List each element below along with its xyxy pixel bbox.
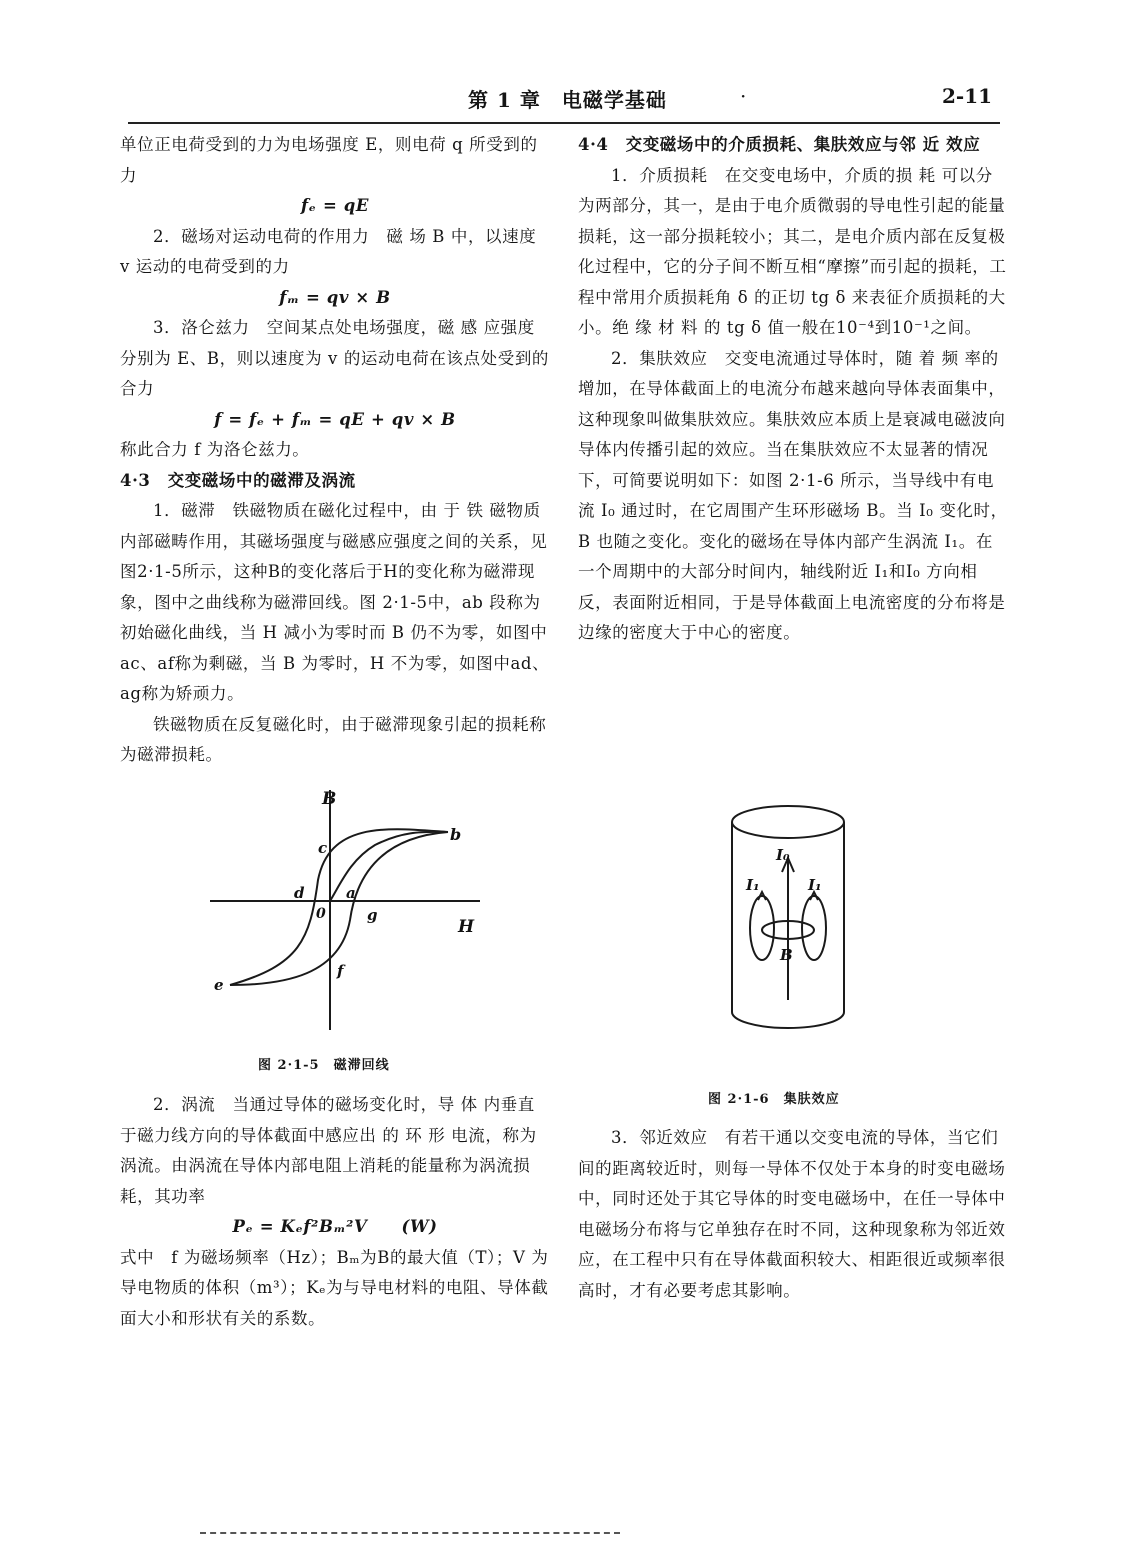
paragraph: 1．磁滞 铁磁物质在磁化过程中，由 于 铁 磁物质内部磁畴作用，其磁场强度与磁感应强度之间的关系，见图2·1-5所示，这种B的变化落后于H的变化称为磁滞现象，图中之曲线称为磁滞回线。图 2·1-5中，ab 段称为初始磁化曲线，当 H 减小为零时而 B 仍不为零，如图中ac、af称为剩磁，当 B 为零时，H 不为零，如图中ad、ag称为矫顽力。 [120, 501, 550, 703]
conductor-bottom [732, 1012, 844, 1028]
label-b-point: b [450, 825, 462, 844]
page-number: 2-11 [942, 84, 993, 108]
right-column [578, 130, 1008, 649]
equation-magnetic-force: fₘ = qv × B [279, 287, 391, 307]
paragraph: 2．涡流 当通过导体的磁场变化时，导 体 内垂直于磁力线方向的导体截面中感应出 的 环 形 电流，称为涡流。由涡流在导体内部电阻上消耗的能量称为涡流损耗，其功率 [120, 1095, 537, 1206]
section-heading-4-4: 4·4 交变磁场中的介质损耗、集肤效应与邻 近 效应 [578, 135, 981, 154]
figure-caption-2-1-6: 图 2·1-6 集肤效应 [708, 1092, 840, 1107]
label-f-point: f [337, 962, 344, 980]
chapter-title: 第 1 章 电磁学基础 [468, 88, 667, 112]
paragraph: 2．磁场对运动电荷的作用力 磁 场 B 中，以速度 v 运动的电荷受到的力 [120, 226, 537, 276]
equation-lorentz-force: f = fₑ + fₘ = qE + qv × B [214, 409, 456, 429]
hysteresis-loop-figure [200, 780, 490, 1040]
paragraph: 称此合力 f 为洛仑兹力。 [120, 440, 310, 459]
section-heading-4-3: 4·3 交变磁场中的磁滞及涡流 [120, 470, 356, 490]
paragraph: 3．洛仑兹力 空间某点处电场强度，磁 感 应强度分别为 E、B，则以速度为 v 的运动电荷在该点处受到的合力 [120, 318, 550, 398]
paragraph: 1．介质损耗 在交变电场中，介质的损 耗 可以分为两部分，其一，是由于电介质微弱的导电性引起的能量损耗，这一部分损耗较小；其二，是电介质内部在反复极化过程中，它的分子间不断互相“摩擦”而引起的损耗，工程中常用介质损耗角 δ 的正切 tg δ 来表征介质损耗的大小。绝 缘 材 料 的 tg δ 值一般在10⁻⁴到10⁻¹之间。 [578, 165, 1007, 337]
left-column [120, 130, 550, 771]
paragraph: 3．邻近效应 有若干通以交变电流的导体，当它们间的距离较近时，则每一导体不仅处于本身的时变电磁场中，同时还处于其它导体的时变电磁场中，在任一导体中电磁场分布将与它单独存在时不同，这种现象称为邻近效应，在工程中只有在导体截面积较大、相距很近或频率很高时，才有必要考虑其影响。 [578, 1128, 1006, 1300]
label-a-point: a [346, 884, 356, 902]
label-i1-left: I₁ [746, 876, 760, 894]
lower-right-column [578, 1123, 1008, 1306]
label-i0: I₀ [776, 846, 790, 864]
label-d-point: d [294, 884, 305, 902]
skin-effect-figure [718, 800, 858, 1040]
header-rule [128, 122, 1000, 124]
label-c-point: c [318, 839, 328, 857]
label-b-axis: B [322, 789, 337, 809]
paragraph: 单位正电荷受到的力为电场强度 E，则电荷 q 所受到的力 [120, 135, 538, 185]
footer-rule [200, 1532, 620, 1534]
paragraph: 式中 f 为磁场频率（Hz）；Bₘ为B的最大值（T）；V 为导电物质的体积（m³）；Kₑ为与导电材料的电阻、导体截面大小和形状有关的系数。 [120, 1247, 549, 1328]
paragraph: 铁磁物质在反复磁化时，由于磁滞现象引起的损耗称为磁滞损耗。 [120, 714, 547, 764]
equation-electric-force: fₑ = qE [300, 196, 370, 215]
label-origin: 0 [316, 906, 326, 922]
paragraph: 2．集肤效应 交变电流通过导体时，随 着 频 率的增加，在导体截面上的电流分布越来越向导体表面集中，这种现象叫做集肤效应。集肤效应本质上是衰减电磁波向导体内传播引起的效应。当在集肤效应不太显著的情况下，可简要说明如下：如图 2·1-6 所示，当导线中有电流 I₀ 通过时，在它周围产生环形磁场 B。当 I₀ 变化时，B 也随之变化。变化的磁场在导体内部产生涡流 I₁。在一个周期中的大部分时间内，轴线附近 I₁和I₀ 方向相反，表面附近相同，于是导体截面上电流密度的分布将是边缘的密度大于中心的密度。 [578, 348, 1008, 642]
label-i1-right: I₁ [808, 876, 822, 894]
label-b-field: B [780, 946, 793, 964]
label-g-point: g [367, 906, 378, 924]
header-dot: · [740, 84, 747, 108]
equation-eddy-loss: Pₑ = Kₑf²Bₘ²V (W) [232, 1217, 438, 1236]
figure-caption-2-1-5: 图 2·1-5 磁滞回线 [258, 1058, 390, 1073]
label-h-axis: H [458, 917, 475, 937]
label-e-point: e [214, 976, 224, 994]
conductor-top [732, 806, 844, 838]
lower-left-column [120, 1090, 550, 1334]
